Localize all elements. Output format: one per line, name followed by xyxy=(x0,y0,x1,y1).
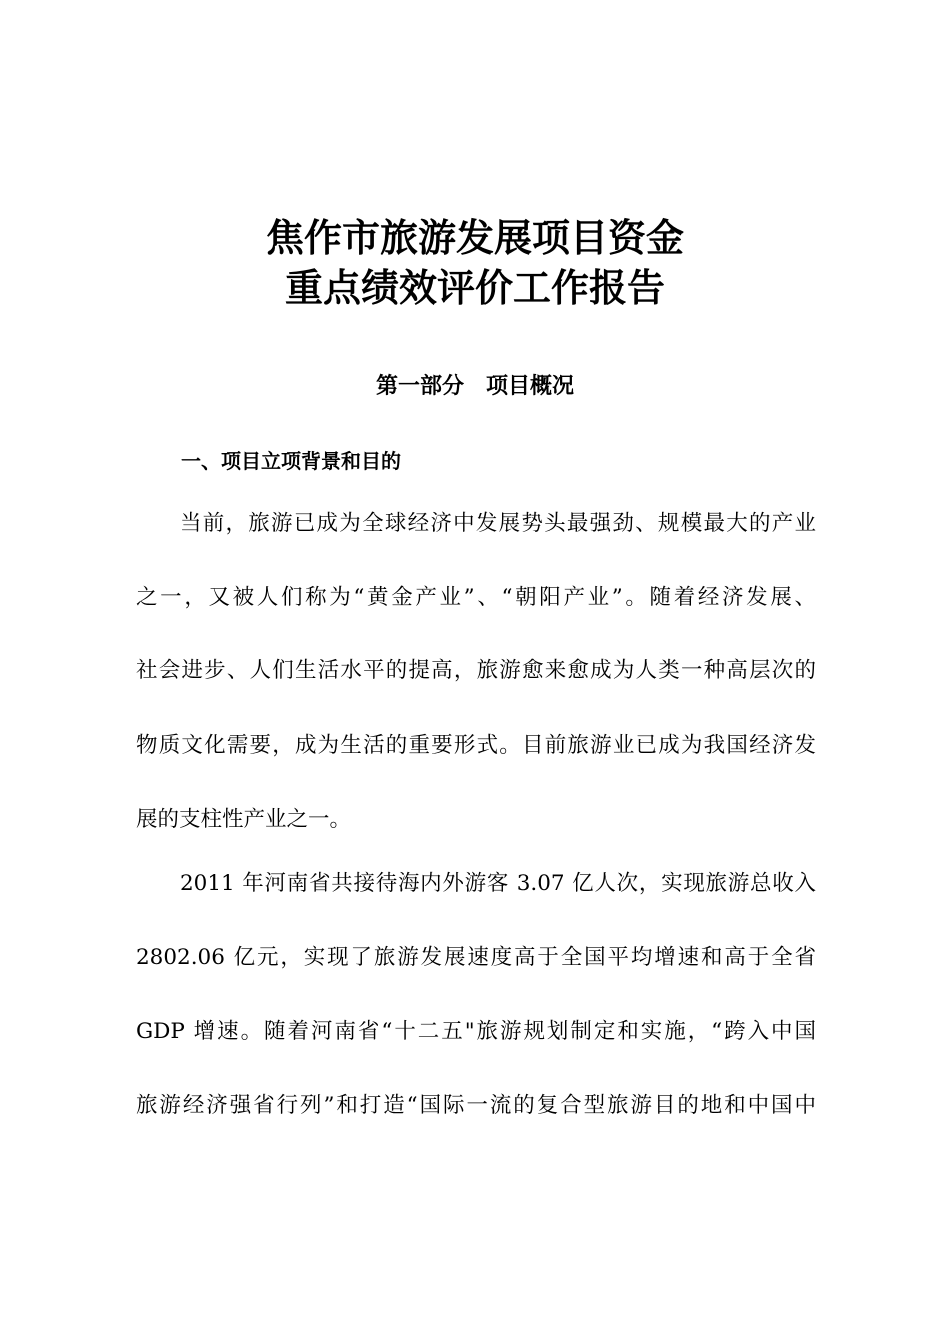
paragraph-line: 旅游经济强省行列”和打造“国际一流的复合型旅游目的地和中国中 xyxy=(136,1093,816,1118)
report-title-line-2: 重点绩效评价工作报告 xyxy=(284,266,665,310)
part-heading: 第一部分 项目概况 xyxy=(375,374,574,399)
paragraph-line: 社会进步、人们生活水平的提高，旅游愈来愈成为人类一种高层次的 xyxy=(136,658,816,683)
paragraph-line: 2802.06 亿元，实现了旅游发展速度高于全国平均增速和高于全省 xyxy=(136,945,816,970)
paragraph-line: 2011 年河南省共接待海内外游客 3.07 亿人次，实现旅游总收入 xyxy=(180,871,816,896)
paragraph-line: GDP 增速。随着河南省“十二五"旅游规划制定和实施，“跨入中国 xyxy=(136,1019,816,1044)
paragraph-line: 物质文化需要，成为生活的重要形式。目前旅游业已成为我国经济发 xyxy=(136,733,816,758)
section-heading: 一、项目立项背景和目的 xyxy=(181,449,401,473)
paragraph-line: 当前，旅游已成为全球经济中发展势头最强劲、规模最大的产业 xyxy=(180,511,816,536)
paragraph-line: 展的支柱性产业之一。 xyxy=(136,807,352,832)
report-title-line-1: 焦作市旅游发展项目资金 xyxy=(265,216,684,260)
paragraph-line: 之一，又被人们称为“黄金产业”、“朝阳产业”。随着经济发展、 xyxy=(136,585,816,610)
